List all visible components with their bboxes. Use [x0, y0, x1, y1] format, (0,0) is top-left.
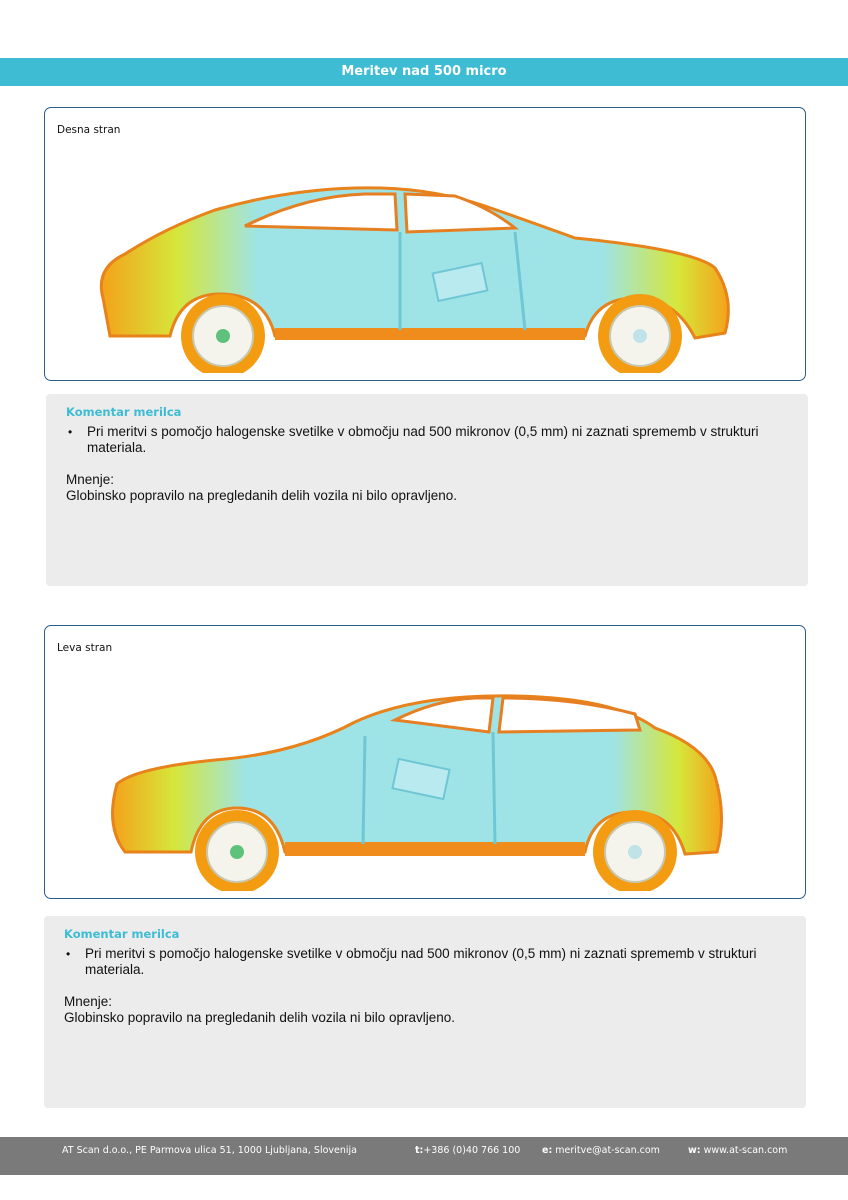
scan-image-card-right	[44, 107, 806, 381]
page-footer	[0, 1137, 848, 1175]
comment-text: Pri meritvi s pomočjo halogenske svetilke v območju nad 500 mikronov (0,5 mm) ni zaznati sprememb v strukturi materiala.	[87, 424, 759, 455]
web-address: www.at-scan.com	[703, 1145, 788, 1156]
opinion-label: Mnenje:	[64, 994, 113, 1009]
phone-prefix: t:	[415, 1145, 424, 1156]
comment-item	[64, 946, 794, 978]
email-address: meritve@at-scan.com	[555, 1145, 660, 1156]
opinion-text: Globinsko popravilo na pregledanih delih vozila ni bilo opravljeno.	[64, 1010, 455, 1025]
image-label: Desna stran	[57, 124, 121, 136]
footer-web	[688, 1145, 787, 1156]
comment-box-left	[44, 916, 806, 1108]
car-scan-right-icon	[95, 158, 755, 373]
comment-item	[66, 424, 796, 456]
web-prefix: w:	[688, 1145, 701, 1156]
comment-title: Komentar merilca	[64, 927, 180, 941]
phone-number: +386 (0)40 766 100	[423, 1145, 521, 1156]
bullet-icon: •	[68, 425, 73, 439]
email-prefix: e:	[542, 1145, 553, 1156]
footer-phone	[415, 1145, 520, 1156]
car-scan-left-icon	[95, 676, 755, 891]
page-title: Meritev nad 500 micro	[341, 64, 507, 79]
footer-email	[542, 1145, 660, 1156]
footer-address: AT Scan d.o.o., PE Parmova ulica 51, 1000 Ljubljana, Slovenija	[62, 1145, 357, 1156]
bullet-icon: •	[66, 947, 71, 961]
image-label: Leva stran	[57, 642, 113, 654]
comment-title: Komentar merilca	[66, 405, 182, 419]
scan-image-card-left	[44, 625, 806, 899]
comment-list	[66, 424, 796, 456]
opinion-text: Globinsko popravilo na pregledanih delih vozila ni bilo opravljeno.	[66, 488, 457, 503]
page-header-bar	[0, 58, 848, 86]
comment-text: Pri meritvi s pomočjo halogenske svetilke v območju nad 500 mikronov (0,5 mm) ni zaznati sprememb v strukturi materiala.	[85, 946, 757, 977]
comment-list	[64, 946, 794, 978]
comment-box-right	[46, 394, 808, 586]
opinion-label: Mnenje:	[66, 472, 115, 487]
